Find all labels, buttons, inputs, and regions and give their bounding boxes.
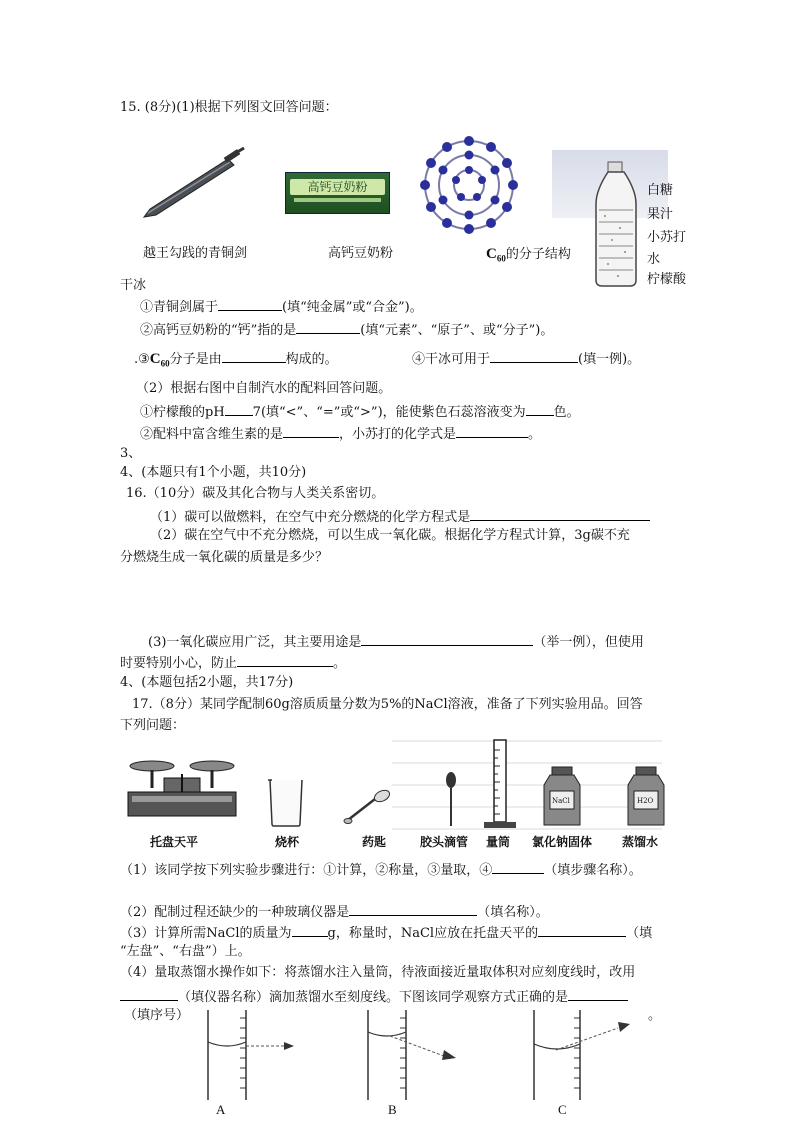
answer-blank[interactable] <box>361 632 533 646</box>
label-nacl: 氯化钠固体 <box>532 835 593 849</box>
answer-blank[interactable] <box>120 987 178 1001</box>
answer-blank[interactable] <box>492 860 544 874</box>
line-3: 3、 <box>120 446 142 461</box>
q15-2-1: ①柠檬酸的pH 7(填“<”、“=”或“>”)，能使紫色石蕊溶液变为 色。 <box>140 402 580 421</box>
answer-blank[interactable] <box>526 402 554 416</box>
q17-1: （1）该同学按下列实验步骤进行：①计算，②称量，③量取，④ （填步骤名称）。 <box>120 860 642 879</box>
caption-sword: 越王勾践的青铜剑 <box>143 246 248 261</box>
label-cylinder: 量筒 <box>486 835 511 849</box>
option-a: A <box>216 1102 226 1117</box>
water-bottle-label: H2O <box>637 797 654 805</box>
milk-powder-image <box>285 172 390 214</box>
bottle-label-baking-soda: 小苏打 <box>647 230 687 245</box>
q16-3: (3)一氧化碳应用广泛，其主要用途是 （举一例），但使用 <box>148 632 644 651</box>
answer-blank[interactable] <box>349 902 477 916</box>
q17-4-cont: （填仪器名称）滴加蒸馏水至刻度线。下图该同学观察方式正确的是 <box>120 987 628 1006</box>
label-spatula: 药匙 <box>362 835 387 849</box>
section-4b-heading: 4、(本题包括2小题，共17分) <box>120 675 294 690</box>
answer-blank[interactable] <box>296 320 360 334</box>
nacl-jar-label: NaCl <box>552 797 570 805</box>
section-4-heading: 4、(本题只有1个小题，共10分) <box>120 465 307 480</box>
option-b: B <box>388 1102 397 1117</box>
c60-molecule-image <box>418 135 520 235</box>
answer-blank[interactable] <box>222 349 286 363</box>
spatula-image <box>342 788 392 828</box>
q15-3: $.③C_{60}$分子是由 构成的。 <box>134 351 338 369</box>
answer-blank[interactable] <box>292 923 328 937</box>
q15-title: 15. (8分)(1)根据下列图文回答问题： <box>120 100 338 115</box>
answer-blank[interactable] <box>490 349 578 363</box>
caption-c60: $C_{60}$的分子结构 <box>486 246 571 264</box>
caption-milk: 高钙豆奶粉 <box>328 246 394 261</box>
reading-diagram-c <box>526 1010 646 1102</box>
bottle-label-juice: 果汁 <box>647 207 674 222</box>
q16-2: （2）碳在空气中不充分燃烧，可以生成一氧化碳。根据化学方程式计算，3g碳不充 <box>150 528 630 543</box>
q15-2: ②高钙豆奶粉的“钙”指的是 (填“元素”、“原子”、或“分子”)。 <box>140 320 553 339</box>
reading-diagram-a <box>196 1010 306 1102</box>
milk-box-text: 高钙豆奶粉 <box>290 179 385 195</box>
q15-part2: （2）根据右图中自制汽水的配料回答问题。 <box>136 381 392 396</box>
bottle-label-water: 水 <box>647 252 661 267</box>
q17-3: （3）计算所需NaCl的质量为 g，称量时，NaCl应放在托盘天平的 （填 <box>120 923 652 942</box>
scan-background-noise <box>392 740 662 830</box>
label-beaker: 烧杯 <box>275 835 300 849</box>
q17-title: 17.（8分）某同学配制60g溶质质量分数为5%的NaCl溶液，准备了下列实验用品。回答 <box>132 697 643 712</box>
reading-diagram-b <box>360 1010 470 1102</box>
q15-4: ④干冰可用于 (填一例)。 <box>412 349 640 368</box>
label-balance: 托盘天平 <box>150 835 199 849</box>
answer-blank[interactable] <box>283 424 339 438</box>
bottle-label-sugar: 白糖 <box>647 183 674 198</box>
q16-1: （1）碳可以做燃料，在空气中充分燃烧的化学方程式是 <box>150 507 650 526</box>
q15-1: ①青铜剑属于 (填“纯金属”或“合金”)。 <box>140 297 423 316</box>
q15-2-2: ②配料中富含维生素的是 ，小苏打的化学式是 。 <box>140 424 541 443</box>
answer-blank[interactable] <box>456 424 528 438</box>
bottle-label-citric-acid: 柠檬酸 <box>647 272 687 287</box>
answer-blank[interactable] <box>470 507 650 521</box>
answer-blank[interactable] <box>568 987 628 1001</box>
balance-image <box>124 752 240 828</box>
label-water: 蒸馏水 <box>622 835 659 849</box>
q17-4-end: （填序号） <box>124 1008 190 1023</box>
q17-4-period: 。 <box>648 1008 662 1023</box>
q17-4: （4）量取蒸馏水操作如下：将蒸馏水注入量筒，待液面接近量取体积对应刻度线时，改用 <box>120 965 636 980</box>
label-dropper: 胶头滴管 <box>420 835 469 849</box>
answer-blank[interactable] <box>237 653 333 667</box>
dropper-image <box>442 770 460 830</box>
cylinder-image <box>480 738 520 832</box>
q17-3-cont: “左盘”、“右盘”）上。 <box>120 944 251 959</box>
answer-blank[interactable] <box>225 402 253 416</box>
q17-title-cont: 下列问题： <box>120 718 186 733</box>
option-c: C <box>558 1102 567 1117</box>
answer-blank[interactable] <box>538 923 626 937</box>
answer-blank[interactable] <box>218 297 282 311</box>
q16-2-cont: 分燃烧生成一氧化碳的质量是多少？ <box>120 550 329 565</box>
soda-bottle-image <box>590 160 642 288</box>
bronze-sword-image <box>138 145 248 223</box>
q16-title: 16.（10分）碳及其化合物与人类关系密切。 <box>126 486 385 501</box>
beaker-image <box>266 776 306 828</box>
dry-ice-label: 干冰 <box>120 278 147 293</box>
q16-3-cont: 时要特别小心，防止 。 <box>120 653 346 672</box>
q17-2: （2）配制过程还缺少的一种玻璃仪器是 （填名称）。 <box>120 902 549 921</box>
